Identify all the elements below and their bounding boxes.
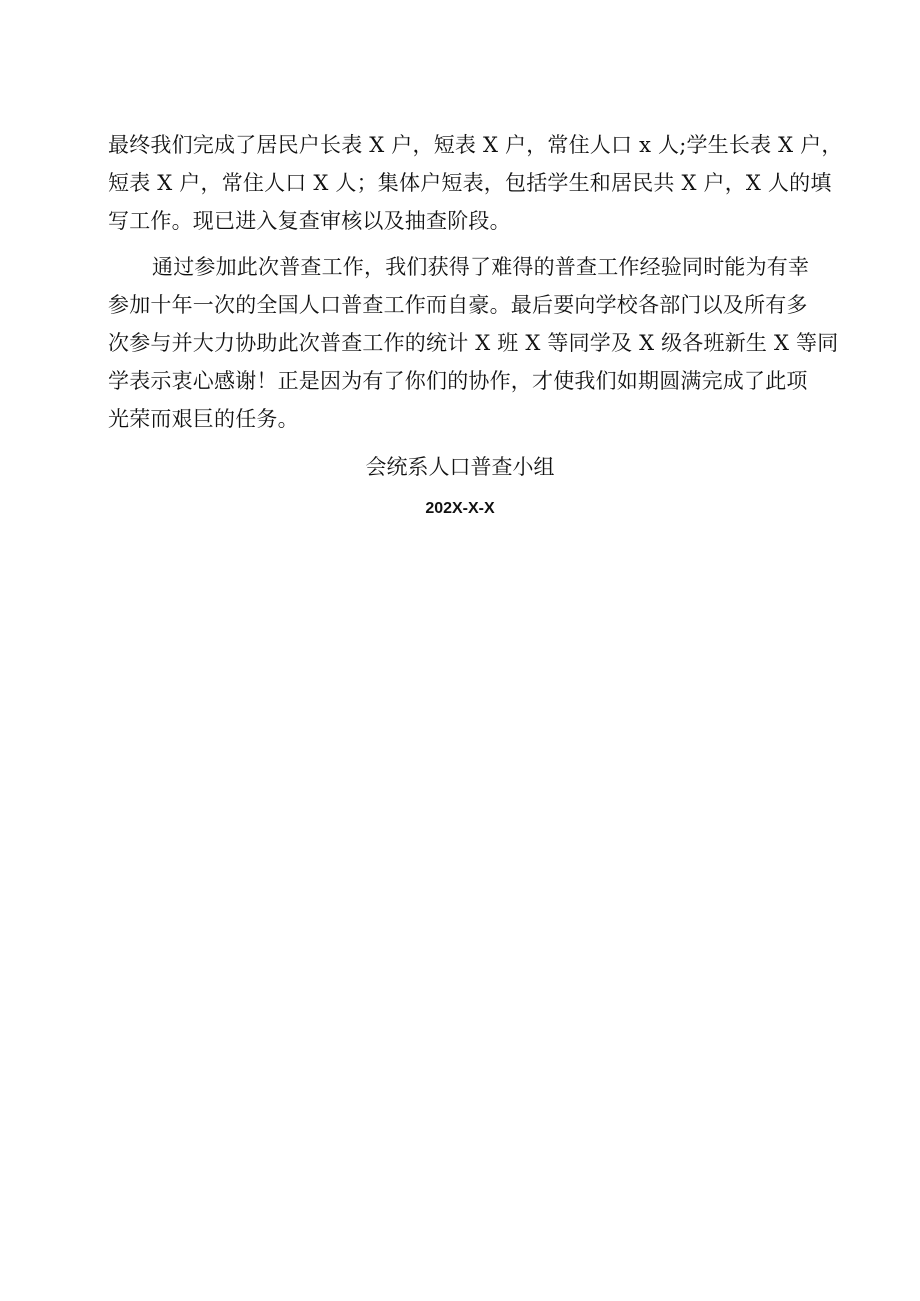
paragraph-line: 学表示衷心感谢！正是因为有了你们的协作，才使我们如期圆满完成了此项	[108, 369, 808, 393]
signature-date: 202X-X-X	[425, 500, 495, 517]
paragraph-line: 参加十年一次的全国人口普查工作而自豪。最后要向学校各部门以及所有多	[108, 293, 808, 317]
paragraph-summary	[108, 126, 843, 240]
paragraph-line: 光荣而艰巨的任务。	[108, 407, 299, 431]
paragraph-line: 短表 X 户，常住人口 X 人；集体户短表，包括学生和居民共 X 户，X 人的填	[108, 171, 832, 195]
paragraph-spacer	[108, 240, 828, 248]
document-page	[108, 126, 843, 524]
paragraph-line: 次参与并大力协助此次普查工作的统计 X 班 X 等同学及 X 级各班新生 X 等同	[108, 331, 839, 355]
paragraph-line: 最终我们完成了居民户长表 X 户，短表 X 户，常住人口 x 人;学生长表 X 户，	[108, 133, 843, 157]
paragraph-line: 通过参加此次普查工作，我们获得了难得的普查工作经验同时能为有幸	[152, 255, 810, 279]
paragraph-line: 写工作。现已进入复查审核以及抽查阶段。	[108, 209, 511, 233]
paragraph-thanks	[108, 248, 839, 438]
signature-organization: 会统系人口普查小组	[365, 455, 555, 479]
